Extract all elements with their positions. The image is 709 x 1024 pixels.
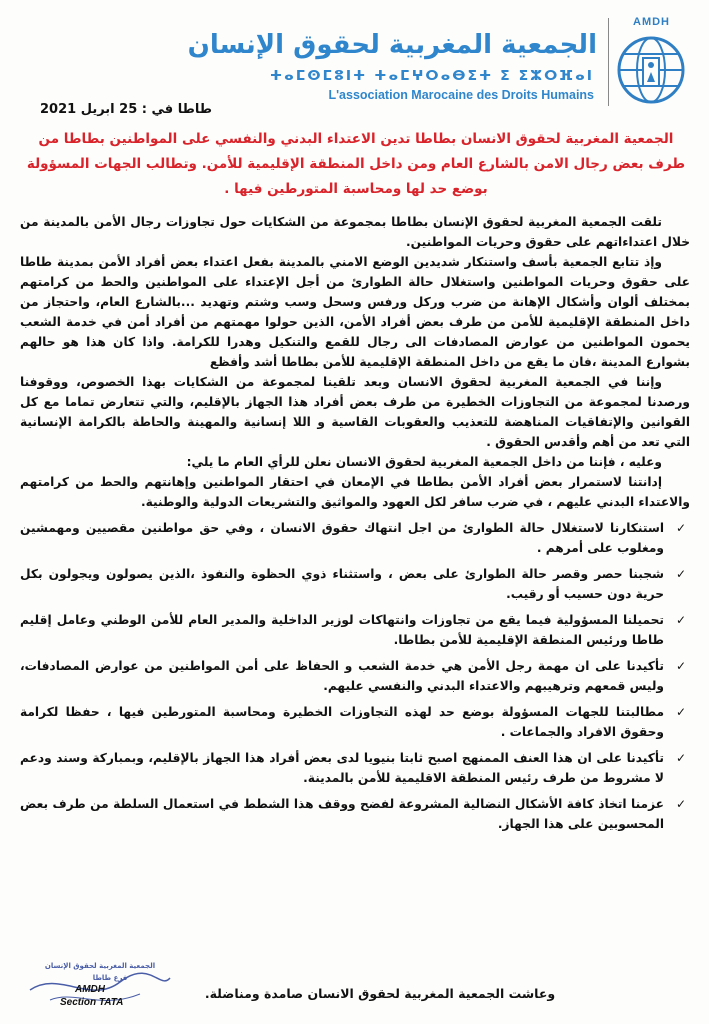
org-name-tifinagh: ⵜⴰⵎⵙⵎⵓⵏⵜ ⵜⴰⵎⵖⵔⴰⴱⵉⵜ ⵉ ⵉⵣⵔⴼⴰⵏ	[269, 68, 594, 84]
paragraph-4: وعليه ، فإننا من داخل الجمعية المغربية لحقوق الانسان نعلن للرأي العام ما يلي:	[186, 455, 662, 469]
stamp-line-3: AMDH	[75, 984, 105, 995]
header-divider	[608, 18, 609, 106]
paragraph-1: تلقت الجمعية المغربية لحقوق الإنسان بطاطا بمجموعة من الشكايات حول تجاوزات رجال الأمن بالمدينة من خلال اعتداءاتهم على حقوق وحريات المواطنين.	[20, 215, 690, 249]
list-item: ✓ تأكيدنا على ان هذا العنف الممنهج اصبح ثابتا بنيويا لدى بعض أفراد هذا الجهاز بالإقليم، وبمباركة وسند ودعم لا مشروط من طرف رئيس المنطقة الاقليمية للأمن بالمدينة.	[20, 748, 690, 788]
paragraph-3: وإننا في الجمعية المغربية لحقوق الانسان وبعد تلقينا لمجموعة من الشكايات بهذا الخصوص، ووقوفنا ورصدنا لمجموعة من التجاوزات الخطيرة من طرف بعض أفراد هذا الجهاز بالإقليم، والتي تتعارض تماما مع كل القوانين والإتفاقيات المناهضة للتعذيب والعقوبات القاسية و اللا إنسانية والمهينة والحاطة بالكرامة الإنسانية التي تعد من أهم وأقدس الحقوق .	[20, 375, 690, 449]
list-item: ✓ استنكارنا لاستغلال حالة الطوارئ من اجل انتهاك حقوق الانسان ، وفي حق مواطنين مقصيين ومهمشين ومغلوب على أمرهم .	[20, 518, 690, 558]
org-name-french: L'association Marocaine des Droits Humains	[328, 88, 594, 102]
stamp-line-1: الجمعية المغربية لحقوق الإنسان	[44, 962, 156, 970]
statement-headline: الجمعية المغربية لحقوق الانسان بطاطا تدين الاعتداء البدني والنفسي على المواطنين بطاطا من طرف بعض رجال الامن بالشارع العام ومن داخل المنطقة الإقليمية للأمن. وتطالب الجهات المسؤولة بوضع حد لها ومحاسبة المتورطين فيها .	[26, 131, 686, 197]
demands-list	[20, 518, 690, 834]
list-item: ✓ تحميلنا المسؤولية فيما يقع من تجاوزات وانتهاكات لوزير الداخلية والمدير العام للأمن الوطني وعامل إقليم طاطا ورئيس المنطقة الإقليمية للأمن بطاطا.	[20, 610, 690, 650]
org-name-arabic: الجمعية المغربية لحقوق الإنسان	[187, 30, 597, 60]
check-icon: ✓	[675, 659, 686, 673]
closing-line: وعاشت الجمعية المغربية لحقوق الانسان صامدة ومناضلة.	[204, 986, 556, 1001]
statement-body	[20, 212, 690, 834]
check-icon: ✓	[675, 521, 686, 535]
globe-logo-icon	[617, 30, 685, 108]
paragraph-2: وإذ تتابع الجمعية بأسف واستنكار شديدين الوضع الامني بالمدينة بفعل اعتداء بعض أفراد الأمن بمدينة طاطا على حقوق وحريات المواطنين واستغلال حالة الطوارئ من أجل الإعتداء على المواطنين والحط من كرامتهم بمختلف ألوان وأشكال الإهانة من ضرب وركل ورفس وسحل وسب وشتم وتهديد ...بالشارع العام، واحتجاز من داخل المنطقة الإقليمية للأمن من طرف بعض أفراد الأمن، الذين حولوا مهمتهم من أفراد أمن في خدمة الشعب يحمون المواطنين من عوارض المصادفات الى رجال للقمع والتنكيل وهدرا للكرامة. واذا كان هذا هو حالهم بشوارع المدينة ،فان ما يقع من داخل المنطقة الإقليمية للأمن بطاطا أشد وأفظع	[20, 255, 690, 369]
list-item: ✓ مطالبتنا للجهات المسؤولة بوضع حد لهذه التجاوزات الخطيرة ومحاسبة المتورطين فيها ، حفظا لكرامة وحقوق الافراد والجماعات .	[20, 702, 690, 742]
amdh-logo	[614, 16, 689, 111]
logo-acronym: AMDH	[633, 16, 670, 28]
list-item: ✓ عزمنا اتخاذ كافة الأشكال النضالية المشروعة لفضح ووقف هذا الشطط في استعمال السلطة من طرف بعض المحسوبين على هذا الجهاز.	[20, 794, 690, 834]
paragraph-5: إدانتنا لاستمرار بعض أفراد الأمن بطاطا في الإمعان في احتقار المواطنين وإهانتهم والحط من كرامتهم والاعتداء البدني عليهم ، في ضرب سافر لكل العهود والمواثيق والتشريعات الدولية والوطنية.	[20, 475, 690, 509]
list-item: ✓ شجبنا حصر وقصر حالة الطوارئ على بعض ، واستثناء ذوي الحظوة والنفوذ ،الذين يصولون ويجولون بكل حرية دون حسيب أو رقيب.	[20, 564, 690, 604]
letterhead	[0, 8, 709, 108]
stamp-line-2: فرع طاطا	[92, 974, 128, 982]
check-icon: ✓	[675, 751, 686, 765]
check-icon: ✓	[675, 613, 686, 627]
check-icon: ✓	[675, 705, 686, 719]
check-icon: ✓	[675, 797, 686, 811]
list-item: ✓ تأكيدنا على ان مهمة رجل الأمن هي خدمة الشعب و الحفاظ على أمن المواطنين من عوارض المصادفات، وليس قمعهم وترهيبهم والاعتداء البدني والنفسي عليهم.	[20, 656, 690, 696]
date-line: طاطا في : 25 ابريل 2021	[40, 102, 212, 117]
stamp-line-4: Section TATA	[60, 997, 124, 1008]
check-icon: ✓	[675, 567, 686, 581]
